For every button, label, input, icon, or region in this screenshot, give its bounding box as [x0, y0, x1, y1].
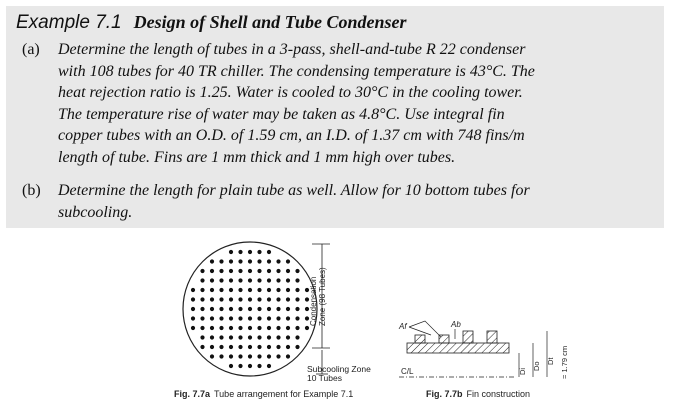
tube-dot — [267, 335, 271, 339]
example-number: Example 7.1 — [16, 12, 122, 33]
subcooling-label-1: Subcooling Zone — [307, 364, 371, 374]
tube-dot — [238, 278, 242, 282]
label-cl: C/L — [401, 367, 414, 376]
tube-dot — [238, 335, 242, 339]
tube-dot — [286, 326, 290, 330]
tube-dot — [229, 269, 233, 273]
tube-dot — [210, 307, 214, 311]
tube-dot — [248, 364, 252, 368]
tube-dot — [267, 364, 271, 368]
tube-dot — [267, 269, 271, 273]
part-a-label: (a) — [22, 41, 40, 58]
tube-dot — [295, 288, 299, 292]
tube-dot — [267, 345, 271, 349]
tube-dot — [238, 288, 242, 292]
tube-dot — [295, 278, 299, 282]
tube-dot — [219, 288, 223, 292]
tube-dot — [267, 259, 271, 263]
tube-dot — [219, 259, 223, 263]
tube-dot — [286, 288, 290, 292]
tube-dot — [257, 297, 261, 301]
tube-dot — [295, 345, 299, 349]
tube-dot — [200, 345, 204, 349]
part-b-label: (b) — [22, 182, 41, 199]
tube-dot — [248, 288, 252, 292]
tube-grid — [191, 250, 309, 368]
tube-dot — [286, 297, 290, 301]
fig-a-caption-text: Tube arrangement for Example 7.1 — [214, 389, 354, 399]
tube-dot — [257, 345, 261, 349]
tube-dot — [210, 335, 214, 339]
part-a-line: heat rejection ratio is 1.25. Water is cooled to 30°C in the cooling tower. — [58, 84, 523, 101]
tube-dot — [210, 278, 214, 282]
tube-dot — [257, 326, 261, 330]
label-dt: Dt — [546, 357, 555, 365]
tube-dot — [219, 278, 223, 282]
part-a-line: Determine the length of tubes in a 3-pass, shell-and-tube R 22 condenser — [58, 41, 526, 58]
tube-dot — [210, 326, 214, 330]
fin-construction-figure — [395, 305, 595, 387]
part-a-text — [58, 39, 668, 168]
tube-dot — [191, 297, 195, 301]
tube-dot — [219, 345, 223, 349]
tube-dot — [286, 278, 290, 282]
tube-dot — [257, 250, 261, 254]
tube-dot — [286, 269, 290, 273]
tube-dot — [200, 326, 204, 330]
tube-dot — [219, 316, 223, 320]
label-do: Do — [532, 361, 541, 371]
part-b-text — [58, 180, 668, 223]
tube-dot — [248, 345, 252, 349]
tube-dot — [200, 278, 204, 282]
tube-dot — [210, 354, 214, 358]
tube-dot — [286, 354, 290, 358]
fig-a-number: Fig. 7.7a — [174, 389, 211, 399]
tube-dot — [267, 354, 271, 358]
tube-dot — [286, 259, 290, 263]
tube-dot — [248, 335, 252, 339]
tube-dot — [276, 269, 280, 273]
tube-dot — [238, 297, 242, 301]
fin — [487, 331, 497, 343]
tube-dot — [200, 335, 204, 339]
tube-dot — [191, 307, 195, 311]
tube-dot — [229, 259, 233, 263]
tube-dot — [210, 288, 214, 292]
tube-dot — [200, 288, 204, 292]
tube-dot — [257, 259, 261, 263]
example-title: Design of Shell and Tube Condenser — [133, 12, 407, 32]
tube-dot — [219, 269, 223, 273]
tube-dot — [219, 335, 223, 339]
tube-dot — [276, 316, 280, 320]
tube-dot — [248, 326, 252, 330]
tube-dot — [248, 316, 252, 320]
fin — [415, 335, 425, 343]
tube-dot — [238, 307, 242, 311]
tube-dot — [257, 288, 261, 292]
tube-dot — [267, 316, 271, 320]
tube-dot — [210, 259, 214, 263]
condensation-label-1: Condensation — [309, 276, 318, 326]
tube-dot — [219, 307, 223, 311]
fig-a-caption — [174, 389, 353, 399]
label-di: Di — [518, 367, 527, 375]
tube-dot — [238, 316, 242, 320]
tube-dot — [219, 354, 223, 358]
tube-dot — [276, 259, 280, 263]
tube-dot — [248, 354, 252, 358]
tube-dot — [267, 297, 271, 301]
tube-wall — [407, 343, 509, 353]
tube-dot — [257, 269, 261, 273]
tube-dot — [276, 345, 280, 349]
tube-dot — [210, 345, 214, 349]
tube-dot — [238, 354, 242, 358]
tube-dot — [238, 269, 242, 273]
part-b-line: subcooling. — [58, 203, 133, 221]
tube-dot — [248, 278, 252, 282]
tube-dot — [200, 297, 204, 301]
tube-dot — [276, 288, 280, 292]
tube-dot — [257, 354, 261, 358]
tube-dot — [229, 335, 233, 339]
tube-dot — [286, 307, 290, 311]
condensation-label-2: Zone (98 Tubes) — [318, 267, 327, 326]
tube-dot — [248, 307, 252, 311]
tube-dot — [191, 288, 195, 292]
tube-dot — [219, 326, 223, 330]
part-a-line: with 108 tubes for 40 TR chiller. The condensing temperature is 43°C. The — [58, 62, 535, 80]
label-ab: Ab — [451, 320, 461, 329]
tube-dot — [229, 297, 233, 301]
tube-dot — [267, 307, 271, 311]
tube-dot — [267, 250, 271, 254]
tube-dot — [295, 335, 299, 339]
tube-dot — [238, 345, 242, 349]
label-af: Af — [399, 322, 407, 331]
tube-dot — [286, 335, 290, 339]
tube-dot — [219, 297, 223, 301]
part-a-line: copper tubes with an O.D. of 1.59 cm, an I.D. of 1.37 cm with 748 fins/m — [58, 127, 525, 144]
part-a-line: The temperature rise of water may be taken as 4.8°C. Use integral fin — [58, 105, 505, 123]
tube-dot — [248, 259, 252, 263]
tube-dot — [238, 326, 242, 330]
fig-b-caption-text: Fin construction — [466, 389, 531, 399]
tube-dot — [257, 364, 261, 368]
tube-dot — [200, 316, 204, 320]
tube-dot — [276, 278, 280, 282]
fig-b-caption — [426, 389, 530, 399]
tube-dot — [229, 250, 233, 254]
tube-dot — [200, 307, 204, 311]
tube-dot — [295, 297, 299, 301]
tube-dot — [229, 278, 233, 282]
tube-dot — [210, 316, 214, 320]
tube-dot — [295, 307, 299, 311]
tube-dot — [229, 345, 233, 349]
subcooling-label-2: 10 Tubes — [307, 373, 342, 383]
tube-dot — [276, 354, 280, 358]
tube-dot — [229, 307, 233, 311]
label-dim: = 1.79 cm — [560, 345, 569, 379]
tube-dot — [286, 316, 290, 320]
tube-dot — [257, 316, 261, 320]
tube-dot — [210, 297, 214, 301]
tube-dot — [200, 269, 204, 273]
part-a-line: length of tube. Fins are 1 mm thick and 1 mm high over tubes. — [58, 148, 456, 166]
tube-dot — [267, 278, 271, 282]
tube-dot — [210, 269, 214, 273]
tube-dot — [248, 297, 252, 301]
tube-dot — [238, 259, 242, 263]
fin — [463, 331, 473, 343]
tube-dot — [295, 326, 299, 330]
example-heading — [16, 12, 407, 34]
tube-dot — [229, 354, 233, 358]
tube-dot — [257, 278, 261, 282]
tube-dot — [295, 316, 299, 320]
tube-dot — [276, 307, 280, 311]
fig-b-number: Fig. 7.7b — [426, 389, 463, 399]
tube-dot — [229, 288, 233, 292]
tube-dot — [276, 326, 280, 330]
tube-dot — [257, 307, 261, 311]
tube-dot — [248, 269, 252, 273]
tube-dot — [295, 269, 299, 273]
tube-dot — [229, 316, 233, 320]
tube-dot — [276, 335, 280, 339]
tube-dot — [238, 250, 242, 254]
tube-dot — [229, 364, 233, 368]
af-pointer — [409, 327, 431, 335]
tube-arrangement-figure — [180, 240, 400, 390]
part-b-line: Determine the length for plain tube as well. Allow for 10 bottom tubes for — [58, 182, 530, 199]
tube-dot — [286, 345, 290, 349]
tube-dot — [267, 326, 271, 330]
tube-dot — [248, 250, 252, 254]
tube-dot — [229, 326, 233, 330]
tube-dot — [276, 297, 280, 301]
tube-dot — [267, 288, 271, 292]
tube-dot — [191, 316, 195, 320]
tube-dot — [191, 326, 195, 330]
tube-dot — [257, 335, 261, 339]
tube-dot — [238, 364, 242, 368]
